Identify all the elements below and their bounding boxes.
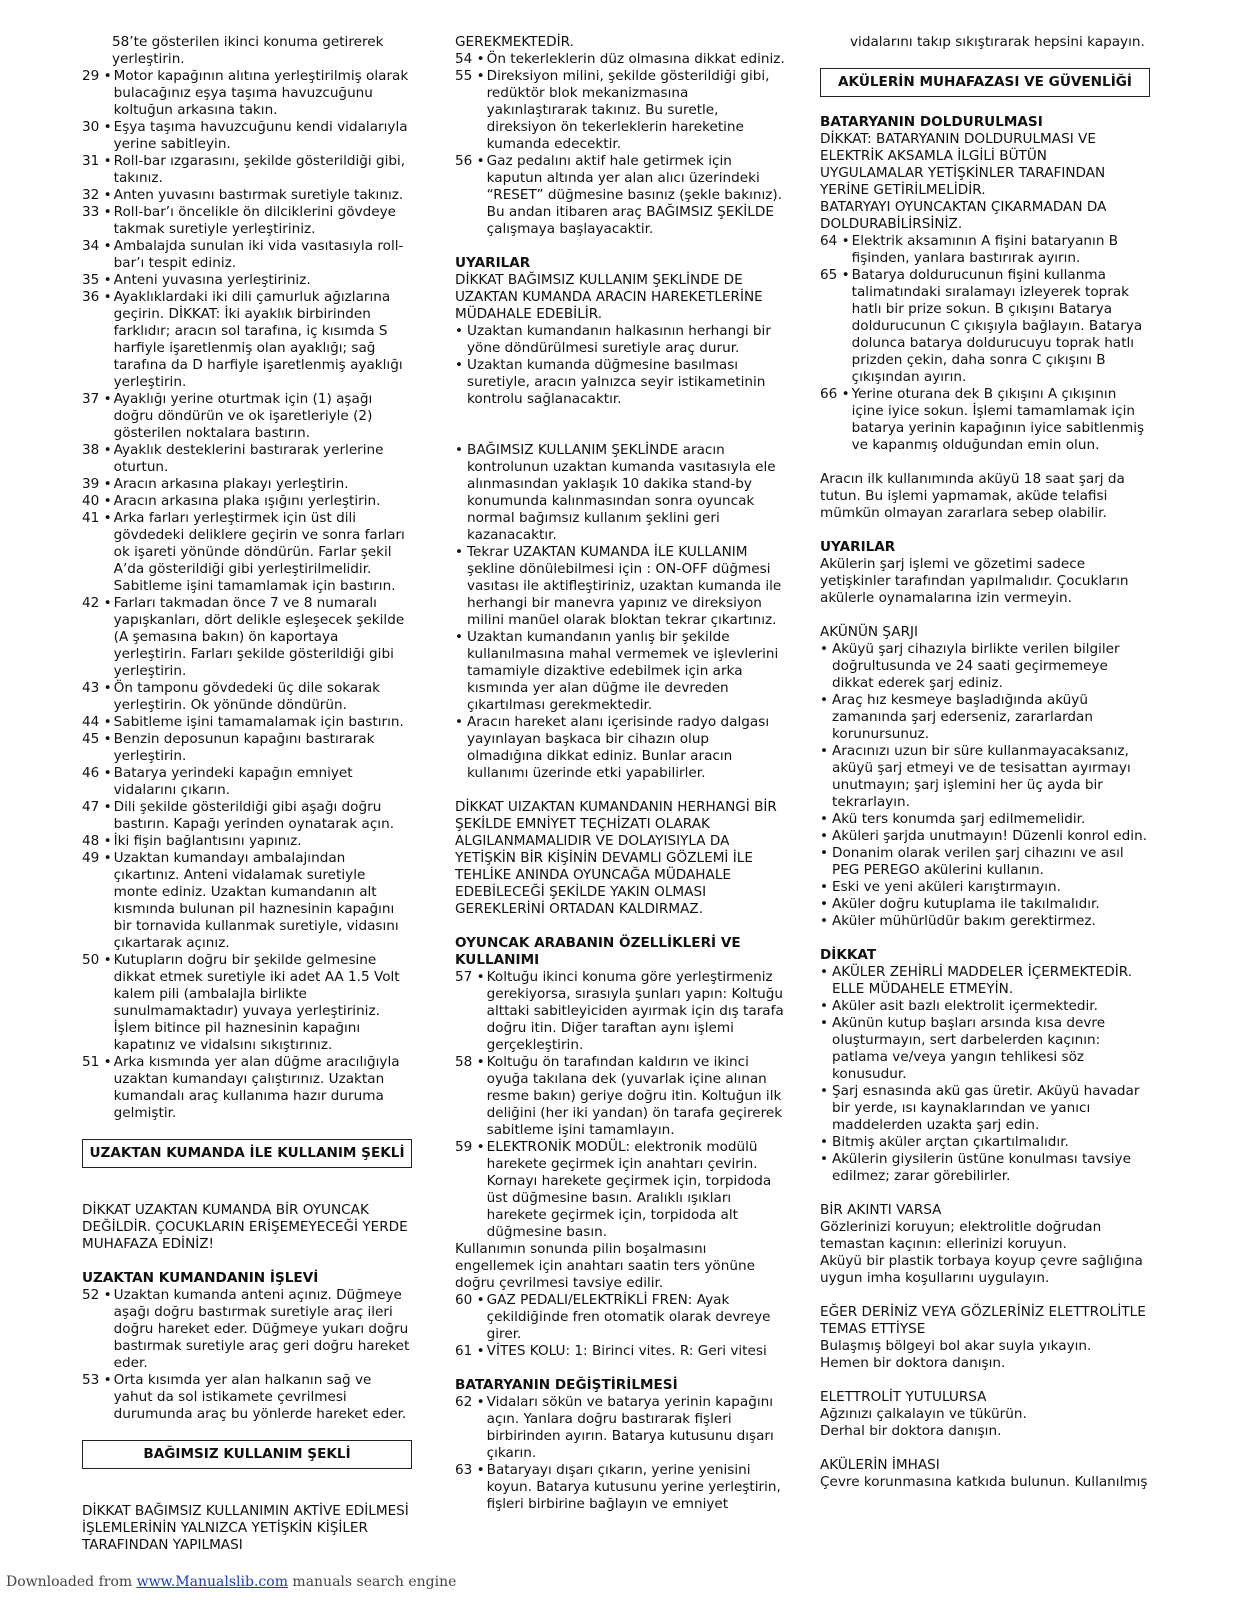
- section-heading: OYUNCAK ARABANIN ÖZELLİKLERİ VE KULLANIMI: [455, 935, 741, 968]
- paragraph: Ağzınızı çalkalayın ve tükürün.: [820, 1406, 1027, 1422]
- bullet-dot-icon: •: [455, 323, 464, 339]
- spacer: [820, 1185, 1150, 1202]
- paragraph: EĞER DERİNİZ VEYA GÖZLERİNİZ ELETTROLİTLE TEMAS ETTİYSE: [820, 1304, 1146, 1337]
- boxed-section-title: BAĞIMSIZ KULLANIM ŞEKLİ: [82, 1440, 412, 1469]
- bullet-item: [820, 1015, 1150, 1083]
- step-number: 30 •: [82, 119, 112, 135]
- numbered-step: [820, 386, 1150, 454]
- spacer: [820, 97, 1150, 114]
- numbered-step: [82, 68, 412, 119]
- paragraph: DİKKAT BAĞIMSIZ KULLANIM ŞEKLİNDE DE UZAKTAN KUMANDA ARACIN HAREKETLERİNE MÜDAHALE EDEBİLİR.: [455, 272, 763, 322]
- spacer: [820, 51, 1150, 68]
- spacer: [820, 607, 1150, 624]
- step-number: 36 •: [82, 289, 112, 305]
- bullet-item: [455, 357, 785, 408]
- bullet-dot-icon: •: [820, 743, 829, 759]
- bullet-item: [820, 845, 1150, 879]
- bullet-item: [820, 811, 1150, 828]
- step-text: Koltuğu ön tarafından kaldırın ve ikinci oyuğa takılana dek (yuvarlak içine alınan resme bakın) geriye doğru itin. Koltuğun ilk deliğini (her iki yandan) ön tarafa geçirerek sabitleme işini tamamlayın.: [486, 1054, 783, 1138]
- bullet-text: Aküleri şarjda unutmayın! Düzenli konrol edin.: [832, 828, 1148, 844]
- bullet-text: Aküler asit bazlı elektrolit içermektedir.: [832, 998, 1098, 1014]
- boxed-section-title: AKÜLERİN MUHAFAZASI VE GÜVENLİĞİ: [820, 68, 1150, 97]
- step-number: 40 •: [82, 493, 112, 509]
- spacer: [82, 1423, 412, 1440]
- bullet-dot-icon: •: [820, 964, 829, 980]
- step-text: Aracın arkasına plaka ışığını yerleştirin.: [113, 493, 381, 509]
- bullet-dot-icon: •: [820, 896, 829, 912]
- step-text: Gaz pedalını aktif hale getirmek için kaputun altında yer alan alıcı üzerindeki “RESET” düğmesine basınız (şekle bakınız). Bu andan itibaren araç BAĞIMSIZ ŞEKİLDE çalışmaya başlayacaktir.: [486, 153, 783, 237]
- bullet-dot-icon: •: [820, 811, 829, 827]
- numbered-step: [82, 1372, 412, 1423]
- step-number: 34 •: [82, 238, 112, 254]
- step-text: Farları takmadan önce 7 ve 8 numaralı yapışkanları, dört delikle eşleşecek şekilde (A şemasına bakın) ön kaportaya yerleştirin. Farları şekilde gösterildiği gibi yerleştirin.: [113, 595, 405, 679]
- numbered-step: [455, 51, 785, 68]
- spacer: [820, 930, 1150, 947]
- bullet-item: [820, 828, 1150, 845]
- step-text: Direksiyon milini, şekilde gösterildiği gibi, redüktör blok mekanizmasına yakınlaştırarak takınız. Bu suretle, direksiyon ön tekerleklerin hareketine kumanda edecektir.: [486, 68, 770, 152]
- bullet-item: [455, 629, 785, 714]
- spacer: [455, 918, 785, 935]
- step-text: Batarya yerindeki kapağın emniyet vidalarını çıkarın.: [113, 765, 353, 798]
- bullet-text: BAĞIMSIZ KULLANIM ŞEKLİNDE aracın kontrolunun uzaktan kumanda vasıtasıyla ele alınmasından yaklaşık 10 dakika stand-by konumunda kalınmasından sonra oyuncak normal bağımsız kullanım şeklini geri kazanacaktır.: [467, 442, 776, 543]
- step-number: 66 •: [820, 386, 850, 402]
- bullet-text: Aracınızı uzun bir süre kullanmayacaksanız, aküyü şarj etmeyi ve de tesisattan ayırmayı unutmayın; şarj işlemini her üç ayda bir tekrarlayın.: [832, 743, 1131, 810]
- bullet-dot-icon: •: [455, 357, 464, 373]
- numbered-step: [82, 510, 412, 595]
- numbered-step: [455, 68, 785, 153]
- paragraph: Akülerin şarj işlemi ve gözetimi sadece yetişkinler tarafından yapılmalıdır. Çocukların akülerle oynamalarına izin vermeyin.: [820, 556, 1129, 606]
- step-number: 47 •: [82, 799, 112, 815]
- bullet-dot-icon: •: [820, 641, 829, 657]
- numbered-step: [820, 233, 1150, 267]
- step-text: Sabitleme işini tamamalamak için bastırın.: [113, 714, 404, 730]
- spacer: [820, 522, 1150, 539]
- step-text: İki fişin bağlantısını yapınız.: [113, 833, 302, 849]
- numbered-step: [82, 187, 412, 204]
- bullet-text: Aküyü şarj cihazıyla birlikte verilen bilgiler doğrultusunda ve 24 saati geçirmemeye dikkat ederek şarj ediniz.: [832, 641, 1120, 691]
- step-text: Ayaklık desteklerini bastırarak yerlerine oturtun.: [113, 442, 384, 475]
- numbered-step: [455, 1462, 785, 1513]
- step-text: Aracın arkasına plakayı yerleştirin.: [113, 476, 349, 492]
- bullet-text: AKÜLER ZEHİRLİ MADDELER İÇERMEKTEDİR. ELLE MÜDAHELE ETMEYİN.: [832, 964, 1133, 997]
- step-number: 39 •: [82, 476, 112, 492]
- bullet-text: Aküler mühürlüdür bakım gerektirmez.: [832, 913, 1096, 929]
- spacer: [82, 1122, 412, 1139]
- bullet-dot-icon: •: [820, 879, 829, 895]
- bullet-dot-icon: •: [820, 828, 829, 844]
- paragraph: Çevre korunmasına katkıda bulunun. Kullanılmış: [820, 1474, 1148, 1490]
- step-number: 45 •: [82, 731, 112, 747]
- step-text: Uzaktan kumanda anteni açınız. Düğmeye aşağı doğru bastırmak suretiyle araç ileri doğru hareket eder. Düğmeye yukarı doğru bastırmak suretiyle araç geri doğru hareket eder.: [113, 1287, 410, 1371]
- column-left: [82, 34, 412, 1554]
- bullet-text: Aküler doğru kutuplama ile takılmalıdır.: [832, 896, 1100, 912]
- step-text: Elektrik aksamının A fişini bataryanın B fişinden, yanlara bastırırak ayırın.: [851, 233, 1119, 266]
- step-number: 38 •: [82, 442, 112, 458]
- numbered-step: [82, 799, 412, 833]
- step-text: Ayaklığı yerine oturtmak için (1) aşağı doğru döndürün ve ok işaretleriyle (2) gösterilen noktalara bastırın.: [113, 391, 373, 441]
- step-number: 56 •: [455, 153, 485, 169]
- step-text: Motor kapağının alıtına yerleştirilmiş olarak bulacağınız eşya taşıma havuzcuğunu koltuğun arkasına takın.: [113, 68, 409, 118]
- step-number: 55 •: [455, 68, 485, 84]
- bullet-dot-icon: •: [820, 1015, 829, 1031]
- step-number: 35 •: [82, 272, 112, 288]
- column-right: [820, 34, 1150, 1491]
- bullet-text: Şarj esnasında akü gas üretir. Aküyü havadar bir yerde, ısı kaynaklarından ve yanıcı maddelerden uzakta şarj edin.: [832, 1083, 1140, 1133]
- spacer: [455, 782, 785, 799]
- bullet-item: [820, 1134, 1150, 1151]
- step-number: 52 •: [82, 1287, 112, 1303]
- step-number: 41 •: [82, 510, 112, 526]
- bullet-dot-icon: •: [820, 1134, 829, 1150]
- continued-text: vidalarını takıp sıkıştırarak hepsini kapayın.: [850, 34, 1145, 50]
- step-text: Dili şekilde gösterildiği gibi aşağı doğru bastırın. Kapağı yerinden oynatarak açın.: [113, 799, 395, 832]
- step-number: 31 •: [82, 153, 112, 169]
- step-text: Batarya doldurucunun fişini kullanma talimatındaki sıralamayı izleyerek toprak hatlı bir prize sokun. B çıkışını Batarya doldurucunun C çıkışıyla bağlayın. Batarya dolunca batarya doldurucuyu toprak hatlı prizden çekin, daha sonra C çıkışını B çıkışından ayırın.: [851, 267, 1143, 385]
- step-text: Arka kısmında yer alan düğme aracılığıyla uzaktan kumandayı çalıştırınız. Uzaktan kumandalı araç kullanıma hazır duruma gelmiştir.: [113, 1054, 400, 1121]
- bullet-dot-icon: •: [455, 629, 464, 645]
- step-number: 54 •: [455, 51, 485, 67]
- bullet-text: Tekrar UZAKTAN KUMANDA İLE KULLANIM şekline dönülebilmesi için : ON-OFF düğmesi vasıtası ile aktifleştiriniz, uzaktan kumanda ile herhangi bir manevra yapınız ve direksiyon milini manüel olarak bloktan tekrar çıkartınız.: [467, 544, 782, 628]
- bullet-item: [820, 1151, 1150, 1185]
- spacer: [820, 454, 1150, 471]
- boxed-section-title: UZAKTAN KUMANDA İLE KULLANIM ŞEKLİ: [82, 1139, 412, 1168]
- numbered-step: [82, 476, 412, 493]
- numbered-step: [455, 969, 785, 1054]
- download-footer: [6, 1574, 456, 1591]
- step-number: 48 •: [82, 833, 112, 849]
- paragraph: Hemen bir doktora danışın.: [820, 1355, 1006, 1371]
- bullet-item: [820, 896, 1150, 913]
- numbered-step: [455, 1394, 785, 1462]
- step-text: Roll-bar’ı öncelikle ön dilciklerini gövdeye takmak suretiyle yerleştiriniz.: [113, 204, 397, 237]
- bullet-dot-icon: •: [820, 1083, 829, 1099]
- numbered-step: [820, 267, 1150, 386]
- numbered-step: [82, 238, 412, 272]
- section-heading: BATARYANIN DEĞİŞTİRİLMESİ: [455, 1377, 678, 1393]
- paragraph: DİKKAT BAĞIMSIZ KULLANIMIN AKTİVE EDİLMESİ İŞLEMLERİNİN YALNIZCA YETİŞKİN KİŞİLER TARAFINDAN YAPILMASI: [82, 1503, 409, 1553]
- bullet-text: Donanim olarak verilen şarj cihazını ve asıl PEG PEREGO akülerini kullanın.: [832, 845, 1124, 878]
- numbered-step: [82, 272, 412, 289]
- paragraph: ELETTROLİT YUTULURSA: [820, 1389, 987, 1405]
- paragraph: AKÜLERİN İMHASI: [820, 1457, 940, 1473]
- step-text: Ön tekerleklerin düz olmasına dikkat ediniz.: [486, 51, 785, 67]
- numbered-step: [82, 391, 412, 442]
- bullet-dot-icon: •: [820, 845, 829, 861]
- numbered-step: [82, 153, 412, 187]
- bullet-text: Uzaktan kumanda düğmesine basılması suretiyle, aracın yalnızca seyir istikametinin kontrolu sağlanacaktır.: [467, 357, 766, 407]
- numbered-step: [82, 850, 412, 952]
- step-text: Eşya taşıma havuzcuğunu kendi vidalarıyla yerine sabitleyin.: [113, 119, 408, 152]
- paragraph: Bulaşmış bölgeyi bol akar suyla yıkayın.: [820, 1338, 1092, 1354]
- bullet-dot-icon: •: [455, 544, 464, 560]
- step-number: 62 •: [455, 1394, 485, 1410]
- numbered-step: [455, 1292, 785, 1343]
- numbered-step: [82, 952, 412, 1054]
- paragraph: DİKKAT: BATARYANIN DOLDURULMASI VE ELEKTRİK AKSAMLA İLGİLİ BÜTÜN UYGULAMALAR YETİŞKİNLER TARAFINDAN YERİNE GETİRİLMELİDİR.: [820, 131, 1106, 198]
- step-text: ELEKTRONİK MODÜL: elektronik modülü harekete geçirmek için anahtarı çevirin. Kornayı harekete geçirmek için, torpidoda üst düğmesine basın. Aralıklı ışıkları harekete geçirmek için, torpidoda alt düğmesine basın.: [486, 1139, 772, 1240]
- step-text: Yerine oturana dek B çıkışını A çıkışının içine iyice sokun. İşlemi tamamlamak için batarya yerinin kapağının iyice sabitlenmiş ve kapanmış olduğundan emin olun.: [851, 386, 1145, 453]
- bullet-item: [455, 544, 785, 629]
- numbered-step: [82, 833, 412, 850]
- column-middle: [455, 34, 785, 1513]
- step-text: Arka farları yerleştirmek için üst dili gövdedeki deliklere geçirin ve sonra farları ok işareti yönünde döndürün. Farlar şekil A’da gösterildiği gibi yerleştirilmelidir. Sabitleme işini tamamlamak için bastırın.: [113, 510, 405, 594]
- numbered-step: [82, 731, 412, 765]
- bullet-item: [820, 913, 1150, 930]
- step-text: Kutupların doğru bir şekilde gelmesine dikkat etmek suretiyle iki adet AA 1.5 Volt kalem pili (ambalajla birlikte sunulmamaktadır) yuvaya yerleştiriniz. İşlem bitince pil haznesinin kapağını kapatınız ve vidalsını sıkıştırınız.: [113, 952, 400, 1053]
- spacer: [820, 1440, 1150, 1457]
- bullet-dot-icon: •: [455, 442, 464, 458]
- numbered-step: [455, 1054, 785, 1139]
- numbered-step: [82, 493, 412, 510]
- step-number: 49 •: [82, 850, 112, 866]
- numbered-step: [455, 153, 785, 238]
- step-text: Uzaktan kumandayı ambalajından çıkartınız. Anteni vidalamak suretiyle monte ediniz. Uzaktan kumandanın alt kısmında bulunan pil haznesinin kapağını bir tornavida kullanmak suretiyle, vidasını çıkartarak açınız.: [113, 850, 399, 951]
- bullet-dot-icon: •: [820, 1151, 829, 1167]
- step-number: 42 •: [82, 595, 112, 611]
- bullet-text: Aracın hareket alanı içerisinde radyo dalgası yayınlayan başkaca bir cihazın olup olmadığına dikkat ediniz. Bunlar aracın kullanımı üzerinde etki yapabilirler.: [467, 714, 770, 781]
- numbered-step: [82, 289, 412, 391]
- step-text: Ayaklıklardaki iki dili çamurluk ağızlarına geçirin. DİKKAT: İki ayaklık birbirinden farklıdır; aracın sol tarafına, iç kısımda S harfiyle işaretlenmiş olan ayaklığı; sağ tarafına da D harfiyle işaretlenmiş ayaklığı yerleştirin.: [113, 289, 403, 390]
- paragraph: DİKKAT UZAKTAN KUMANDA BİR OYUNCAK DEĞİLDİR. ÇOCUKLARIN ERİŞEMEYECEĞİ YERDE MUHAFAZA EDİNİZ!: [82, 1202, 408, 1252]
- bullet-item: [455, 442, 785, 544]
- step-number: 63 •: [455, 1462, 485, 1478]
- spacer: [455, 408, 785, 442]
- bullet-item: [820, 879, 1150, 896]
- numbered-step: [82, 1054, 412, 1122]
- paragraph: Kullanımın sonunda pilin boşalmasını engellemek için anahtarı saatin ters yönüne doğru çevrilmesi tavsiye edilir.: [455, 1241, 755, 1291]
- numbered-step: [82, 595, 412, 680]
- spacer: [455, 1360, 785, 1377]
- step-number: 46 •: [82, 765, 112, 781]
- step-text: Koltuğu ikinci konuma göre yerleştirmeniz gerekiyorsa, sırasıyla şunları yapın: Koltuğu alttaki sabitleyiciden ayırmak için dış tarafa doğru itin. Diğer taraftan aynı işlemi gerçekleştirin.: [486, 969, 784, 1053]
- step-number: 53 •: [82, 1372, 112, 1388]
- bullet-dot-icon: •: [820, 913, 829, 929]
- step-text: Ambalajda sunulan iki vida vasıtasıyla roll-bar’ı tespit ediniz.: [113, 238, 404, 271]
- numbered-step: [455, 1139, 785, 1241]
- paragraph: Derhal bir doktora danışın.: [820, 1423, 1002, 1439]
- paragraph: Aküyü bir plastik torbaya koyup çevre sağlığına uygun imha koşullarını uygulayın.: [820, 1253, 1143, 1286]
- step-number: 29 •: [82, 68, 112, 84]
- numbered-step: [82, 1287, 412, 1372]
- footer-prefix: Downloaded from: [6, 1574, 137, 1590]
- bullet-item: [820, 743, 1150, 811]
- step-text: Orta kısımda yer alan halkanın sağ ve yahut da sol istikamete çevrilmesi durumunda araç bu yönlerde hareket eder.: [113, 1372, 407, 1422]
- spacer: [455, 238, 785, 255]
- bullet-item: [820, 1083, 1150, 1134]
- step-number: 58 •: [455, 1054, 485, 1070]
- continued-text: 58’te gösterilen ikinci konuma getirerek yerleştirin.: [112, 34, 384, 67]
- step-number: 59 •: [455, 1139, 485, 1155]
- spacer: [820, 1287, 1150, 1304]
- bullet-text: Akülerin giysilerin üstüne konulması tavsiye edilmez; zarar görebilirler.: [832, 1151, 1131, 1184]
- paragraph: GEREKMEKTEDİR.: [455, 34, 574, 50]
- step-number: 32 •: [82, 187, 112, 203]
- section-heading: DİKKAT: [820, 947, 877, 963]
- bullet-item: [455, 323, 785, 357]
- bullet-item: [820, 692, 1150, 743]
- paragraph: DİKKAT UIZAKTAN KUMANDANIN HERHANGİ BİR ŞEKİLDE EMNİYET TEÇHİZATI OLARAK ALGILANMAMALIDIR VE DOLAYISIYLA DA YETİŞKİN BİR KİŞİNİN DEVAMLI GÖZLEMİ İLE TEHLİKE ANINDA OYUNCAĞA MÜDAHALE EDEBİLECEĞİ ŞEKİLDE YAKIN OLMASI GEREKLERİNİ ORTADAN KALDIRMAZ.: [455, 799, 777, 917]
- spacer: [820, 1372, 1150, 1389]
- step-number: 64 •: [820, 233, 850, 249]
- step-text: Ön tamponu gövdedeki üç dile sokarak yerleştirin. Ok yönünde döndürün.: [113, 680, 381, 713]
- bullet-text: Araç hız kesmeye başladığında aküyü zamanında şarj ederseniz, zararlardan korunursunuz.: [832, 692, 1093, 742]
- step-number: 43 •: [82, 680, 112, 696]
- bullet-text: Akünün kutup başları arsında kısa devre oluşturmayın, sert darbelerden kaçının: patlama ve/veya yangın tehlikesi söz konusudur.: [832, 1015, 1106, 1082]
- numbered-step: [82, 204, 412, 238]
- bullet-text: Uzaktan kumandanın yanlış bir şekilde kullanılmasına mahal vermemek ve işlevlerini tamamiyle dizaktive edebilmek için arka kısmında yer alan düğme ile devreden çıkartılması gerekmektedir.: [467, 629, 779, 713]
- bullet-dot-icon: •: [820, 998, 829, 1014]
- paragraph: Gözlerinizi koruyun; elektrolitle doğrudan temastan kaçının: ellerinizi koruyun.: [820, 1219, 1102, 1252]
- spacer: [82, 1168, 412, 1202]
- section-heading: UZAKTAN KUMANDANIN İŞLEVİ: [82, 1270, 319, 1286]
- step-number: 51 •: [82, 1054, 112, 1070]
- step-number: 37 •: [82, 391, 112, 407]
- step-number: 57 •: [455, 969, 485, 985]
- numbered-step: [455, 1343, 785, 1360]
- paragraph: AKÜNÜN ŞARJI: [820, 624, 919, 640]
- bullet-text: Akü ters konumda şarj edilmemelidir.: [832, 811, 1086, 827]
- numbered-step: [82, 680, 412, 714]
- section-heading: UYARILAR: [820, 539, 896, 555]
- step-text: Bataryayı dışarı çıkarın, yerine yenisini koyun. Batarya kutusunu yerine yerleştirin, fişleri birbirine bağlayın ve emniyet: [486, 1462, 781, 1512]
- step-text: Roll-bar ızgarasını, şekilde gösterildiği gibi, takınız.: [113, 153, 406, 186]
- step-number: 61 •: [455, 1343, 485, 1359]
- step-number: 44 •: [82, 714, 112, 730]
- step-text: Vidaları sökün ve batarya yerinin kapağını açın. Yanlara doğru bastırarak fişleri birbirinden ayırın. Batarya kutusunu dışarı çıkarın.: [486, 1394, 774, 1461]
- bullet-item: [455, 714, 785, 782]
- bullet-item: [820, 641, 1150, 692]
- step-text: Anteni yuvasına yerleştiriniz.: [113, 272, 311, 288]
- bullet-dot-icon: •: [455, 714, 464, 730]
- numbered-step: [82, 714, 412, 731]
- bullet-text: Eski ve yeni aküleri karıştırmayın.: [832, 879, 1061, 895]
- step-number: 50 •: [82, 952, 112, 968]
- numbered-step: [82, 442, 412, 476]
- step-text: GAZ PEDALI/ELEKTRİKLİ FREN: Ayak çekildiğinde fren otomatik olarak devreye girer.: [486, 1292, 771, 1342]
- bullet-item: [820, 964, 1150, 998]
- numbered-step: [82, 119, 412, 153]
- step-number: 33 •: [82, 204, 112, 220]
- bullet-text: Bitmiş aküler arçtan çıkartılmalıdır.: [832, 1134, 1069, 1150]
- bullet-item: [820, 998, 1150, 1015]
- step-number: 65 •: [820, 267, 850, 283]
- step-text: VİTES KOLU: 1: Birinci vites. R: Geri vitesi: [486, 1343, 767, 1359]
- step-number: 60 •: [455, 1292, 485, 1308]
- bullet-text: Uzaktan kumandanın halkasının herhangi bir yöne döndürülmesi suretiyle araç durur.: [467, 323, 771, 356]
- numbered-step: [82, 765, 412, 799]
- paragraph: BATARYAYI OYUNCAKTAN ÇIKARMADAN DA DOLDURABİLİRSİNİZ.: [820, 199, 1107, 232]
- step-text: Benzin deposunun kapağını bastırarak yerleştirin.: [113, 731, 375, 764]
- paragraph: BİR AKINTI VARSA: [820, 1202, 942, 1218]
- section-heading: UYARILAR: [455, 255, 531, 271]
- section-heading: BATARYANIN DOLDURULMASI: [820, 114, 1043, 130]
- paragraph: Aracın ilk kullanımında aküyü 18 saat şarj da tutun. Bu işlemi yapmamak, aküde telafisi mümkün olmayan zararlara sebep olabilir.: [820, 471, 1125, 521]
- footer-suffix: manuals search engine: [287, 1574, 457, 1590]
- spacer: [82, 1469, 412, 1503]
- spacer: [82, 1253, 412, 1270]
- bullet-dot-icon: •: [820, 692, 829, 708]
- manualslib-link[interactable]: www.Manualslib.com: [136, 1574, 288, 1590]
- step-text: Anten yuvasını bastırmak suretiyle takınız.: [113, 187, 404, 203]
